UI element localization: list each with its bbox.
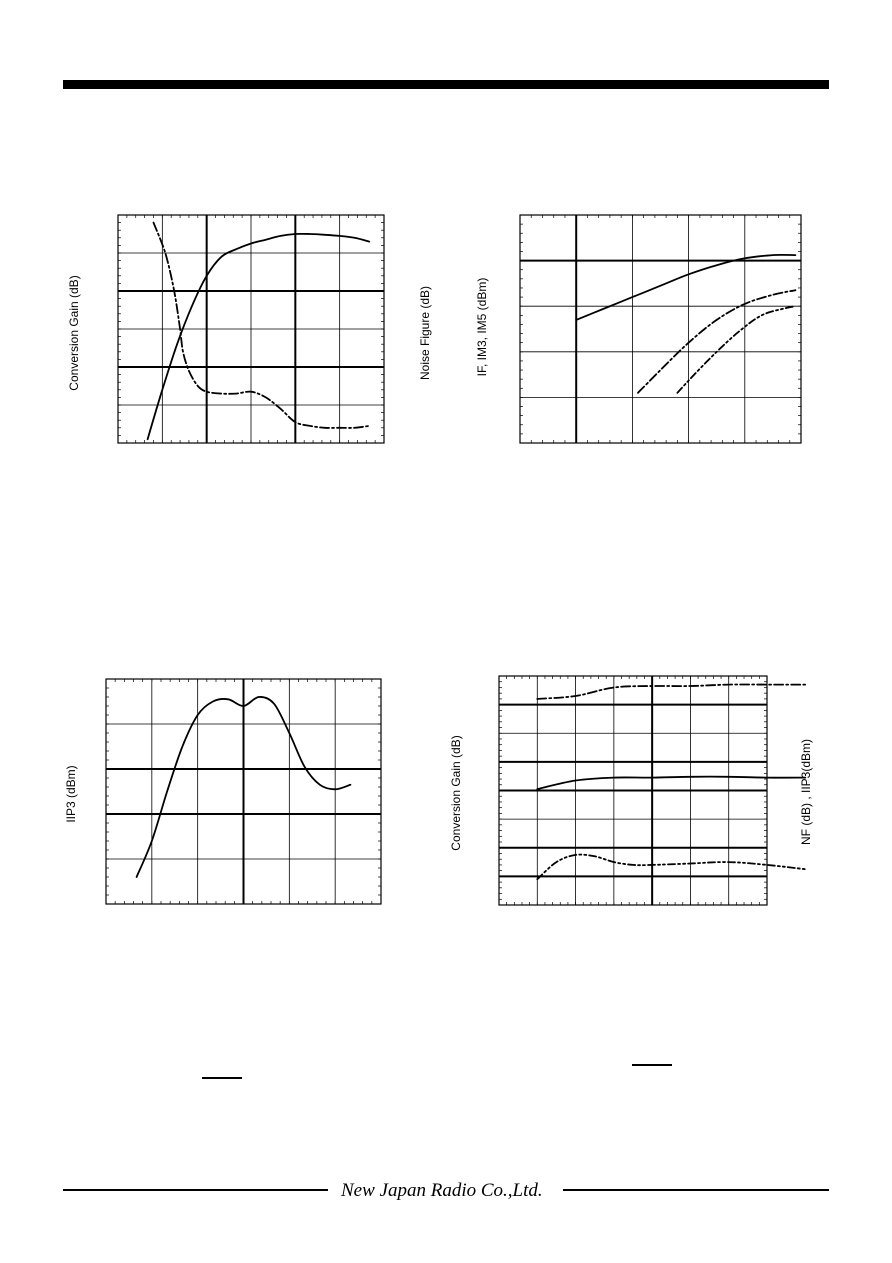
footer-rule-right [563, 1189, 829, 1191]
overline-mark-right [632, 1064, 672, 1066]
series-line-1 [148, 234, 370, 439]
chart-3-y-axis-label: IIP3 (dBm) [64, 765, 78, 823]
chart-1-conversion-gain-noise-figure [118, 215, 384, 443]
footer-rule-left [63, 1189, 328, 1191]
chart-1-y-axis-label-right: Noise Figure (dB) [418, 285, 432, 381]
series-line-2 [638, 290, 795, 393]
chart-4-y-axis-label-right: NF (dB) , IIP3(dBm) [799, 738, 813, 846]
company-logo: New Japan Radio Co.,Ltd. [341, 1180, 543, 1201]
plot-frame [520, 215, 801, 443]
series-line-2 [537, 777, 805, 789]
series-line-1 [576, 255, 795, 320]
series-line-2 [154, 223, 370, 428]
chart-2-y-axis-label: IF, IM3, IM5 (dBm) [475, 277, 489, 377]
series-line-1 [537, 684, 805, 698]
chart-4-y-axis-label-left: Conversion Gain (dB) [449, 735, 463, 851]
chart-1-y-axis-label-left: Conversion Gain (dB) [67, 275, 81, 391]
chart-3-iip3 [106, 679, 381, 904]
series-line-3 [677, 306, 795, 393]
chart-2-if-im3-im5 [520, 215, 801, 443]
overline-mark-left [202, 1077, 242, 1079]
chart-4-gain-nf-iip3 [499, 676, 805, 905]
